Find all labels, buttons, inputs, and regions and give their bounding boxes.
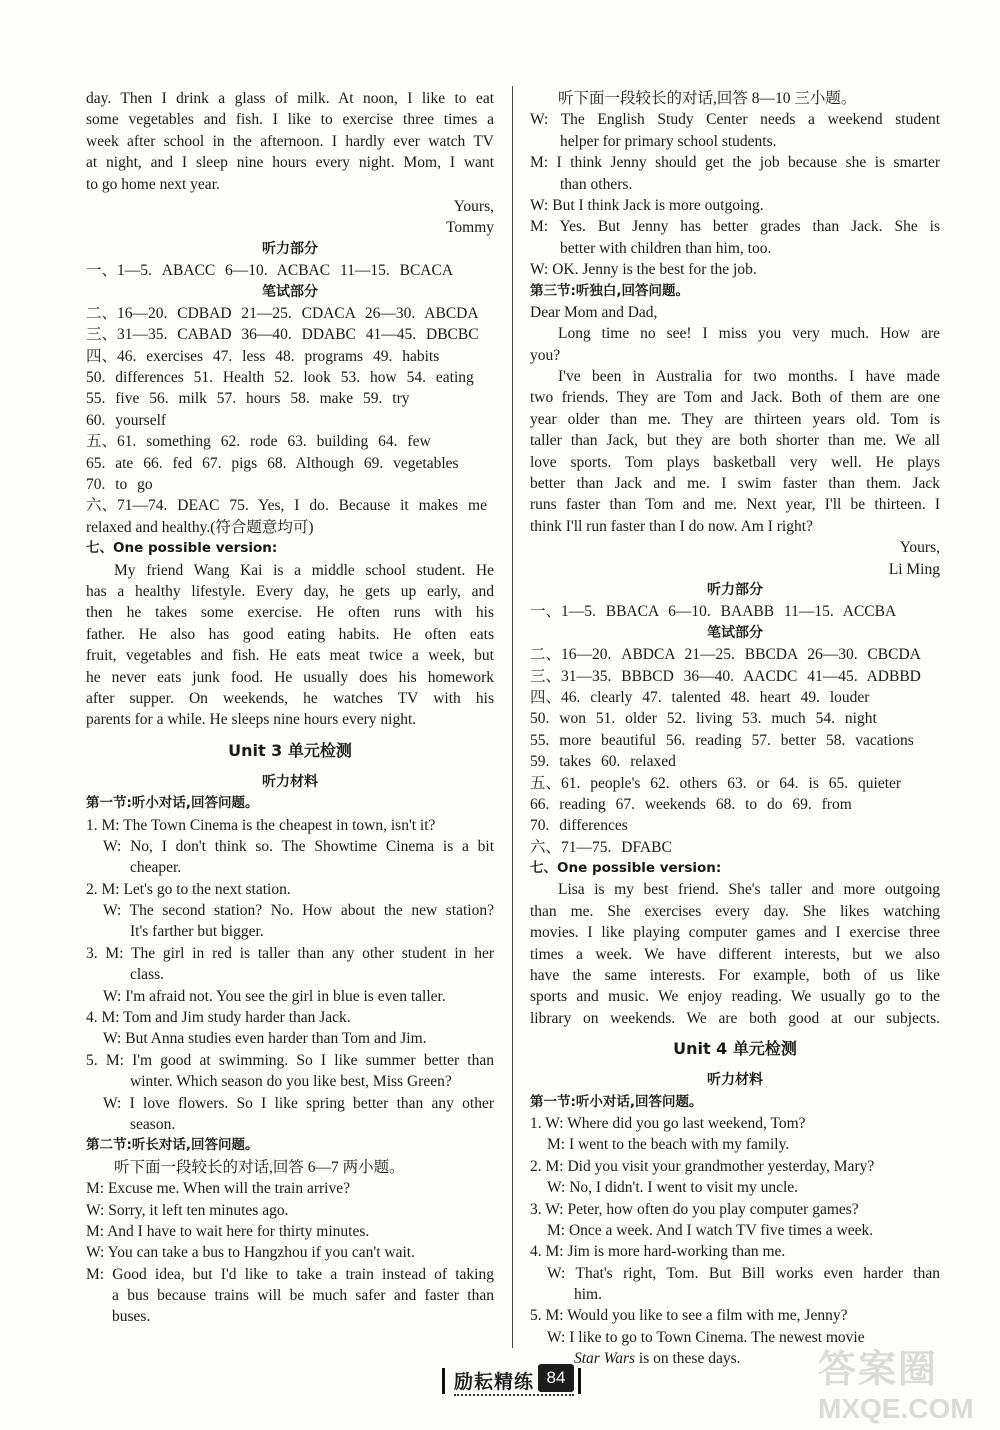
answer-line: 50. differences 51. Health 52. look 53. how 54. eating [86, 369, 474, 387]
written-answers [86, 303, 494, 538]
answer-line: 70. differences [530, 817, 628, 835]
dialog-line: It's farther but bigger. [130, 923, 264, 941]
written-answers [530, 644, 940, 858]
letter-line: runs faster than Tom and me. Next year, I'll be thirteen. I [530, 496, 940, 514]
section-seven-label: 七、One possible version: [530, 860, 722, 877]
written-heading: 笔试部分 [262, 283, 318, 300]
essay-line: Lisa is my best friend. She's taller and more outgoing [558, 881, 940, 899]
dialog-line-text: is on these days. [635, 1350, 741, 1368]
answer-line: 三、31—35. CABAD 36—40. DDABC 41—45. DBCBC [86, 326, 479, 344]
unit3-title: Unit 3 单元检测 [228, 740, 352, 760]
part3-heading: 第三节:听独白,回答问题。 [530, 282, 690, 299]
dialog-line: 3. M: The girl in red is taller than any other student in her [86, 944, 494, 962]
essay-line: movies. I like playing computer games and I exercise three [530, 924, 940, 942]
left-column [86, 88, 494, 1328]
footer-bar [442, 1368, 445, 1394]
letter-line: you? [530, 346, 561, 364]
answer-line: 五、61. people's 62. others 63. or 64. is 65. quieter [530, 774, 902, 792]
unit3-short-dialogs [86, 815, 494, 1136]
dialog-line: better with children than him, too. [560, 239, 772, 257]
column-divider [512, 86, 513, 1348]
dialog-line: class. [130, 966, 165, 984]
dialog-line: W: The second station? No. How about the new station? [103, 902, 494, 920]
dialog-line: 1. M: The Town Cinema is the cheapest in town, isn't it? [86, 816, 436, 834]
letter-closing: Yours, [453, 197, 494, 215]
letter-closing: Yours, [899, 539, 940, 557]
answer-line: 50. won 51. older 52. living 53. much 54. night [530, 710, 877, 728]
essay-line: father. He also has good eating habits. He often eats [86, 625, 494, 643]
dialog-line: W: But Anna studies even harder than Tom and Jim. [103, 1030, 427, 1048]
letter-signature: Tommy [446, 219, 494, 237]
letter-line: I've been in Australia for two months. I have made [558, 368, 940, 386]
dialog-line: W: I'm afraid not. You see the girl in blue is even taller. [103, 987, 446, 1005]
right-column [530, 88, 940, 1370]
dialog-line: M: I went to the beach with my family. [547, 1136, 790, 1154]
answer-line: 六、71—75. DFABC [530, 838, 672, 856]
essay-line: he never eats junk food. He usually does his homework [86, 668, 494, 686]
essay-line: library on weekends. We are both good at our subjects. [530, 1009, 940, 1027]
answer-line: 66. reading 67. weekends 68. to do 69. from [530, 795, 852, 813]
essay-line: then he takes some exercise. He often runs with his [86, 604, 494, 622]
monologue-letter [530, 323, 940, 537]
answer-line: 60. yourself [86, 411, 167, 429]
essay-line: times a week. We have different interests, but we also [530, 945, 940, 963]
dialog-line: W: That's right, Tom. But Bill works even harder than [547, 1264, 940, 1282]
watermark-logo [818, 1338, 998, 1428]
unit3-long-dialog [86, 1178, 494, 1328]
answer-line: 四、46. exercises 47. less 48. programs 49. habits [86, 347, 440, 365]
answer-line: 三、31—35. BBBCD 36—40. AACDC 41—45. ADBBD [530, 667, 921, 685]
unit4-part1-heading: 第一节:听小对话,回答问题。 [530, 1093, 703, 1110]
letter-line: two friends. They are Tom and Jack. Both of them are one [530, 389, 940, 407]
dialog-line: M: I think Jenny should get the job because she is smarter [530, 154, 940, 172]
listening-heading: 听力部分 [707, 581, 763, 598]
letter-line: year older than me. They are thirteen years old. Tom is [530, 410, 940, 428]
unit3-part1-heading: 第一节:听小对话,回答问题。 [86, 795, 259, 812]
written-heading: 笔试部分 [707, 624, 763, 641]
watermark-text: 答案圈 [818, 1347, 939, 1391]
answer-line: 五、61. something 62. rode 63. building 64. few [86, 433, 431, 451]
dialog-line: 2. M: Did you visit your grandmother yesterday, Mary? [530, 1157, 875, 1175]
dialog-line: 2. M: Let's go to the next station. [86, 880, 291, 898]
answer-line: 二、16—20. ABDCA 21—25. BBCDA 26—30. CBCDA [530, 646, 921, 664]
page-footer [440, 1364, 590, 1396]
dialog-line: W: Sorry, it left ten minutes ago. [86, 1201, 289, 1219]
unit4-material-heading: 听力材料 [707, 1072, 763, 1089]
unit3-material-heading: 听力材料 [262, 773, 318, 790]
movie-title: Star Wars [574, 1350, 636, 1368]
unit4-title: Unit 4 单元检测 [673, 1039, 797, 1059]
listening-answers: 一、1—5. BBACA 6—10. BAABB 11—15. ACCBA [530, 603, 897, 621]
dialog-8-10-intro: 听下面一段较长的对话,回答 8—10 三小题。 [558, 90, 857, 107]
sample-essay [86, 560, 494, 731]
essay-line: parents for a while. He sleeps nine hours every night. [86, 711, 417, 729]
letter-signature: Li Ming [888, 560, 940, 578]
dialog-line: 3. W: Peter, how often do you play computer games? [530, 1200, 859, 1218]
text-line: some vegetables and fish. I like to exercise three times a [86, 111, 494, 129]
letter-line: better than Jack and me. I swim faster than them. Jack [530, 475, 940, 493]
footer-bar [578, 1368, 581, 1394]
sample-essay [530, 879, 940, 1029]
answer-line: 四、46. clearly 47. talented 48. heart 49. louder [530, 688, 870, 706]
dialog-line: season. [130, 1115, 176, 1133]
dialog-line: 1. W: Where did you go last weekend, Tom? [530, 1114, 806, 1132]
essay-line: fruit, vegetables and fish. He eats meat twice a week, but [86, 647, 494, 665]
letter-ending [86, 88, 494, 239]
letter-line: love sports. Tom plays basketball very well. He plays [530, 453, 940, 471]
answer-line: 65. ate 66. fed 67. pigs 68. Although 69. vegetables [86, 454, 459, 472]
essay-line: has a healthy lifestyle. Every day, he gets up early, and [86, 582, 494, 600]
answer-line: 六、71—74. DEAC 75. Yes, I do. Because it makes me [86, 497, 487, 515]
dialog-line: 5. M: Would you like to see a film with me, Jenny? [530, 1307, 848, 1325]
section-seven-label: 七、One possible version: [86, 540, 278, 557]
essay-line: sports and music. We enjoy reading. We usually go to the [530, 988, 940, 1006]
dialog-line: W: But I think Jack is more outgoing. [530, 196, 764, 214]
dialog-line: than others. [560, 175, 633, 193]
watermark-url: MXQE.COM [818, 1393, 974, 1424]
footer-dots [454, 1394, 574, 1396]
answer-line: 70. to go [86, 476, 153, 494]
letter-line: taller than Jack, but they are both shorter than me. We all [530, 432, 940, 450]
listening-answers: 一、1—5. ABACC 6—10. ACBAC 11—15. BCACA [86, 262, 454, 280]
dialog-line: him. [574, 1286, 602, 1304]
dialog-line: M: And I have to wait here for thirty minutes. [86, 1222, 370, 1240]
page-number: 84 [538, 1364, 574, 1392]
dialog-line: 4. M: Jim is more hard-working than me. [530, 1243, 786, 1261]
text-line: day. Then I drink a glass of milk. At noon, I like to eat [86, 90, 494, 107]
text-line: week after school in the afternoon. I hardly ever watch TV [86, 132, 494, 150]
essay-line: than me. She exercises every day. She likes watching [530, 902, 940, 920]
brand-name: 励耘精练 [454, 1371, 535, 1393]
letter-line: Long time no see! I miss you very much. How are [558, 325, 940, 343]
dialog-line: cheaper. [130, 859, 182, 877]
dialog-line: W: The English Study Center needs a weekend student [530, 111, 940, 129]
essay-line: after supper. On weekends, he watches TV with his [86, 689, 494, 707]
text-line: to go home next year. [86, 175, 220, 193]
dialog-line: M: Excuse me. When will the train arrive? [86, 1180, 350, 1198]
dialog-line: helper for primary school students. [560, 132, 777, 150]
text-line: at night, and I sleep nine hours every night. Mom, I want [86, 154, 494, 172]
dialog-line-text: W: I like to go to Town Cinema. The newest movie [547, 1328, 865, 1346]
listening-heading: 听力部分 [262, 240, 318, 257]
dialog-line: M: Good idea, but I'd like to take a train instead of taking [86, 1265, 494, 1283]
letter-greeting: Dear Mom and Dad, [530, 303, 658, 321]
dialog-line: W: You can take a bus to Hangzhou if you can't wait. [86, 1244, 415, 1262]
unit3-part2-heading: 第二节:听长对话,回答问题。 [86, 1137, 259, 1154]
essay-line: My friend Wang Kai is a middle school student. He [114, 561, 494, 579]
answer-line: 55. five 56. milk 57. hours 58. make 59. try [86, 390, 410, 408]
dialog-8-10 [530, 109, 940, 280]
dialog-line: a bus because trains will be much safer and faster than [112, 1287, 494, 1305]
essay-line: have the same interests. For example, both of us like [530, 967, 940, 985]
answer-line: relaxed and healthy.(符合题意均可) [86, 518, 314, 536]
dialog-line: W: No, I didn't. I went to visit my uncle. [547, 1179, 799, 1197]
unit3-part2-intro: 听下面一段较长的对话,回答 6—7 两小题。 [114, 1158, 405, 1176]
answer-line: 59. takes 60. relaxed [530, 753, 676, 771]
answer-line: 55. more beautiful 56. reading 57. better 58. vacations [530, 731, 914, 749]
dialog-line: winter. Which season do you like best, Miss Green? [130, 1073, 452, 1091]
dialog-line: W: OK. Jenny is the best for the job. [530, 261, 757, 279]
dialog-line: W: I love flowers. So I like spring better than any other [103, 1094, 494, 1112]
dialog-line: M: Yes. But Jenny has better grades than Jack. She is [530, 218, 940, 236]
unit4-short-dialogs [530, 1113, 940, 1370]
letter-line: think I'll run faster than I do now. Am I right? [530, 517, 813, 535]
dialog-line: buses. [112, 1308, 151, 1326]
dialog-line: 5. M: I'm good at swimming. So I like summer better than [86, 1051, 494, 1069]
dialog-line: W: No, I don't think so. The Showtime Cinema is a bit [103, 837, 494, 855]
dialog-line: M: Once a week. And I watch TV five times a week. [547, 1221, 874, 1239]
dialog-line: 4. M: Tom and Jim study harder than Jack. [86, 1009, 351, 1027]
answer-line: 二、16—20. CDBAD 21—25. CDACA 26—30. ABCDA [86, 304, 479, 322]
